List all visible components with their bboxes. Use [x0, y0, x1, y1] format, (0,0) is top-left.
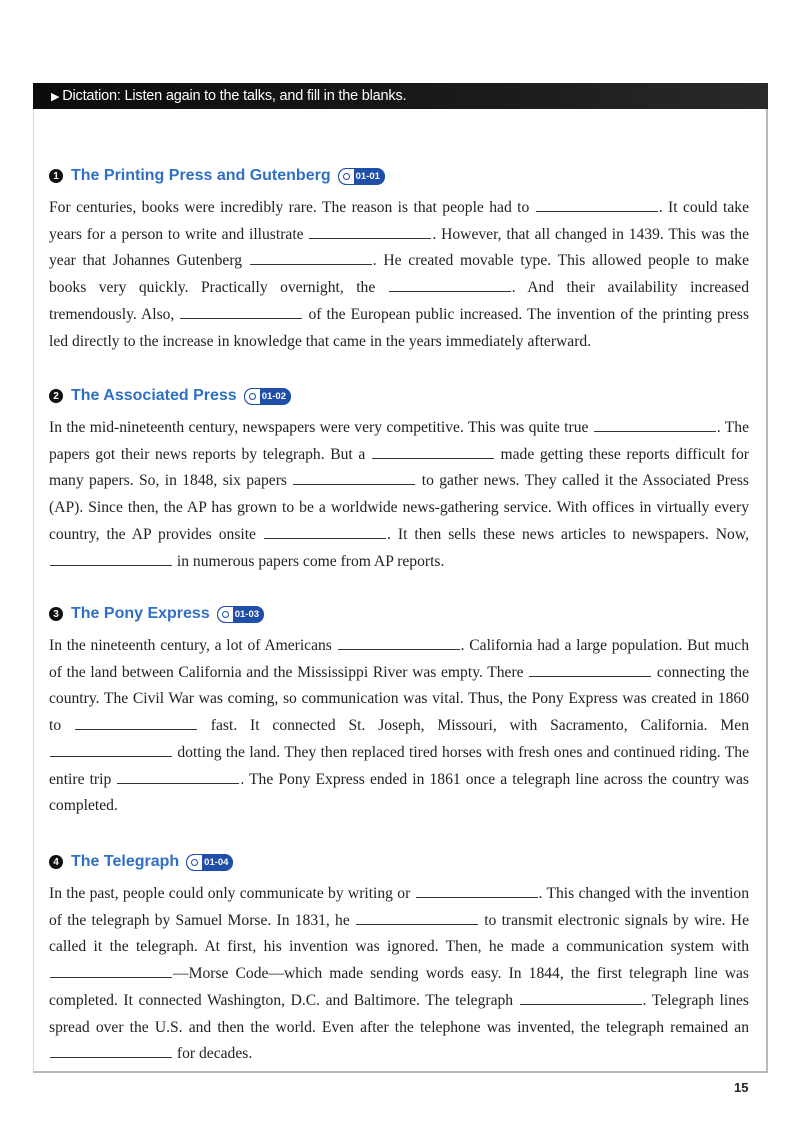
fill-in-blank[interactable]: [293, 470, 415, 485]
dictation-paragraph: [49, 415, 749, 575]
paragraph-text: to gather news. They called it the Associated Press (AP). Since then, the AP has grown to be a worldwide news-gathering service. With offices in virtually every country, the AP provides onsite: [49, 472, 749, 543]
instruction-banner: [33, 83, 768, 109]
fill-in-blank[interactable]: [372, 444, 494, 459]
section-number-icon: 3: [49, 607, 63, 621]
section-pony-express: [49, 603, 749, 820]
paragraph-text: . He created movable type. This allowed people to make books very quickly. Practically overnight, the: [49, 252, 749, 297]
audio-track-code: 01-04: [204, 856, 229, 868]
paragraph-text: . This changed with the invention of the telegraph by Samuel Morse. In 1831, he: [49, 885, 749, 929]
paragraph-text: In the past, people could only communicate by writing or: [49, 885, 415, 902]
fill-in-blank[interactable]: [594, 417, 716, 432]
paragraph-text: . California had a large population. But much of the land between California and the Mississippi River was empty. There: [49, 637, 749, 681]
paragraph-text: dotting the land. They then replaced tired horses with fresh ones and continued riding. The entire trip: [49, 743, 749, 788]
paragraph-text: . It then sells these news articles to newspapers. Now,: [386, 525, 749, 543]
paragraph-text: . However, that all changed in 1439. This was the year that Johannes Gutenberg: [49, 225, 749, 270]
fill-in-blank[interactable]: [416, 883, 538, 898]
fill-in-blank[interactable]: [389, 277, 511, 292]
paragraph-text: In the nineteenth century, a lot of Americans: [49, 637, 337, 654]
cd-icon: [218, 607, 233, 622]
fill-in-blank[interactable]: [250, 250, 372, 265]
paragraph-text: —Morse Code—which made sending words easy. In 1844, the first telegraph line was completed. It connected Washington, D.C. and Baltimore. The telegraph: [49, 965, 749, 1009]
fill-in-blank[interactable]: [50, 742, 172, 757]
section-heading: [49, 165, 749, 187]
audio-track-code: 01-03: [234, 608, 260, 620]
fill-in-blank[interactable]: [520, 990, 642, 1005]
paragraph-text: . The Pony Express ended in 1861 once a telegraph line across the country was completed.: [49, 770, 749, 815]
section-title: The Pony Express: [71, 605, 210, 622]
paragraph-text: fast. It connected St. Joseph, Missouri, with Sacramento, California. Men: [197, 717, 749, 735]
section-heading: [49, 851, 749, 873]
section-printing-press: [49, 165, 749, 355]
fill-in-blank[interactable]: [50, 963, 172, 978]
paragraph-text: . It could take years for a person to write and illustrate: [49, 199, 749, 243]
play-triangle-icon: ▶: [51, 90, 60, 103]
fill-in-blank[interactable]: [356, 910, 478, 925]
fill-in-blank[interactable]: [338, 635, 460, 650]
audio-track-code: 01-01: [355, 170, 380, 182]
fill-in-blank[interactable]: [180, 304, 302, 319]
cd-icon: [187, 855, 202, 870]
dictation-paragraph: [49, 633, 749, 820]
audio-track-badge[interactable]: [244, 388, 291, 405]
dictation-paragraph: [49, 195, 749, 355]
section-title: The Associated Press: [71, 387, 237, 404]
paragraph-text: in numerous papers come from AP reports.: [173, 552, 445, 570]
fill-in-blank[interactable]: [117, 769, 239, 784]
fill-in-blank[interactable]: [50, 551, 172, 566]
audio-track-badge[interactable]: [338, 168, 385, 185]
fill-in-blank[interactable]: [50, 1043, 172, 1058]
paragraph-text: In the mid-nineteenth century, newspapers were very competitive. This was quite true: [49, 419, 593, 436]
paragraph-text: For centuries, books were incredibly rare. The reason is that people had to: [49, 199, 535, 216]
section-heading: [49, 603, 749, 625]
section-number-icon: 2: [49, 389, 63, 403]
audio-track-badge[interactable]: [217, 606, 264, 623]
fill-in-blank[interactable]: [264, 524, 386, 539]
paragraph-text: for decades.: [173, 1045, 253, 1063]
instruction-text: Dictation: Listen again to the talks, and fill in the blanks.: [62, 88, 407, 104]
section-title: The Telegraph: [71, 853, 180, 870]
section-number-icon: 4: [49, 855, 63, 869]
cd-icon: [245, 389, 260, 404]
audio-track-badge[interactable]: [186, 854, 233, 871]
fill-in-blank[interactable]: [529, 662, 651, 677]
fill-in-blank[interactable]: [536, 197, 658, 212]
section-telegraph: [49, 851, 749, 1068]
fill-in-blank[interactable]: [75, 715, 197, 730]
paragraph-text: made getting these reports difficult for many papers. So, in 1848, six papers: [49, 445, 749, 490]
audio-track-code: 01-02: [261, 390, 287, 402]
cd-icon: [339, 169, 354, 184]
paragraph-text: . Telegraph lines spread over the U.S. and then the world. Even after the telephone was invented, the telegraph remained an: [49, 991, 750, 1036]
page-number: 15: [734, 1080, 749, 1095]
paragraph-text: of the European public increased. The invention of the printing press led directly to the increase in knowledge that came in the years immediately afterward.: [49, 305, 750, 350]
paragraph-text: . And their availability increased tremendously. Also,: [49, 279, 749, 323]
section-title: The Printing Press and Gutenberg: [71, 167, 331, 184]
fill-in-blank[interactable]: [309, 224, 431, 239]
section-number-icon: 1: [49, 169, 63, 183]
dictation-paragraph: [49, 881, 749, 1068]
paragraph-text: connecting the country. The Civil War was coming, so communication was vital. Thus, the Pony Express was created in 1860 to: [49, 663, 749, 735]
section-associated-press: [49, 385, 749, 575]
section-heading: [49, 385, 749, 407]
paragraph-text: . The papers got their news reports by telegraph. But a: [49, 419, 750, 463]
paragraph-text: to transmit electronic signals by wire. He called it the telegraph. At first, his invention was ignored. Then, he made a communication system with: [49, 911, 749, 956]
